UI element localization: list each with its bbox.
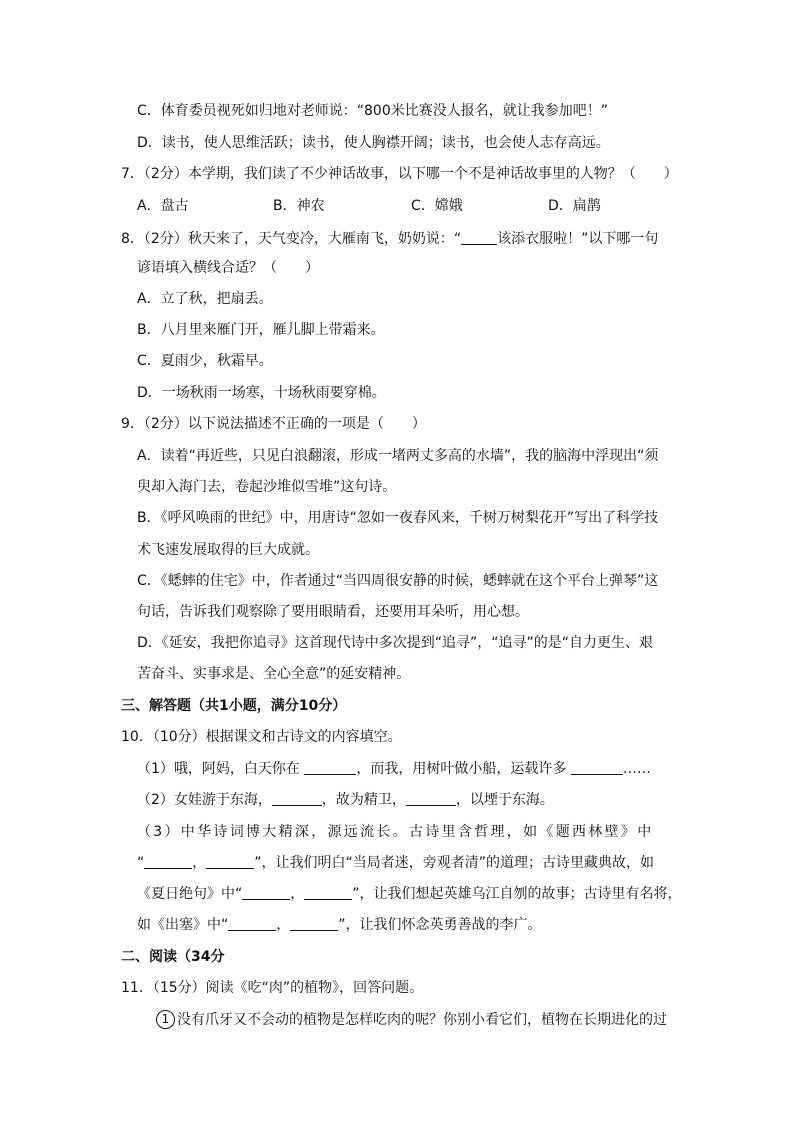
q10-part1 [137,759,651,779]
q10-part3-line3-c: ”，让我们想起英雄乌江自刎的故事；古诗里有名将， [352,886,682,902]
q8-stem-before: 8．（2分）秋天来了，天气变冷，大雁南飞，奶奶说：“ [121,231,462,247]
q7-option-c: C．嫦娥 [411,198,463,214]
q10-part3-blank-6 [290,915,338,931]
q10-part3-line2-a: “ [137,855,145,871]
q6-option-d: D．读书，使人思维活跃；读书，使人胸襟开阔；读书，也会使人志存高远。 [137,135,610,151]
q9-stem: 9．（2分）以下说法描述不正确的一项是（ ） [121,416,426,432]
q10-part3-line3-a: 《夏日绝句》中“ [137,886,243,902]
q9-option-d-line2: 苦奋斗、实事求是、全心全意”的延安精神。 [137,666,411,682]
q11-paragraph-1 [156,1010,667,1030]
q10-part1-text-a: （1）哦，阿妈，白天你在 [137,761,300,777]
q9-option-c-line1: C．《蟋蟀的住宅》中，作者通过“当四周很安静的时候，蟋蟀就在这个平台上弹琴”这 [137,573,659,589]
q10-part2-text-a: （2）女娃游于东海， [137,792,272,808]
q9-option-d-line1: D．《延安，我把你追寻》这首现代诗中多次提到“追寻”，“追寻”的是“自力更生、艰 [137,635,654,651]
q9-option-b-line1: B．《呼风唤雨的世纪》中，用唐诗“忽如一夜春风来，千树万树梨花开”写出了科学技 [137,510,659,526]
q9-option-c-line2: 句话，告诉我们观察除了要用眼睛看，还要用耳朵听，用心想。 [137,604,529,620]
q10-part3-line2 [137,853,654,873]
q8-option-d: D．一场秋雨一场寒，十场秋雨要穿棉。 [137,385,386,401]
q10-part3-line4-a: 如《出塞》中“ [137,917,229,933]
q10-part2-blank-1 [272,790,322,806]
q7-option-d: D．扁鹊 [548,198,601,214]
q11-paragraph-1-text: 没有爪牙又不会动的植物是怎样吃肉的呢？你别小看它们，植物在长期进化的过 [177,1012,667,1028]
q10-part2-blank-2 [406,790,456,806]
q10-part3-blank-5 [228,915,276,931]
q10-part3-blank-1 [144,853,192,869]
q11-stem: 11．（15分）阅读《吃“肉”的植物》，回答问题。 [121,980,424,996]
q10-part3-line4-c: ”，让我们怀念英勇善战的李广。 [338,917,542,933]
q8-blank [461,229,497,245]
q7-option-b: B．神农 [273,198,325,214]
q10-part2-text-c: ，以堙于东海。 [455,792,554,808]
q10-part2 [137,790,554,810]
q8-stem-line2: 谚语填入横线合适？（ ） [137,260,319,276]
q8-stem [121,229,658,249]
q10-part1-text-b: ，而我，用树叶做小船，运载许多 [356,761,567,777]
q8-stem-after: 该添衣服啦！”以下哪一句 [497,231,659,247]
q10-part3-line1: （3）中华诗词博大精深，源远流长。古诗里含哲理，如《题西林壁》中 [137,824,654,840]
q6-option-c: C．体育委员视死如归地对老师说：“800米比赛没人报名，就让我参加吧！” [137,103,609,119]
q9-option-b-line2: 术飞速发展取得的巨大成就。 [137,542,319,558]
q10-part3-line4 [137,915,542,935]
q9-option-a-line2: 臾却入海门去，卷起沙堆似雪堆”这句诗。 [137,479,397,495]
q7-stem: 7．（2分）本学期，我们读了不少神话故事，以下哪一个不是神话故事里的人物？（ ） [121,166,678,182]
q10-part3-blank-2 [206,853,254,869]
paragraph-number-badge: 1 [156,1010,175,1029]
q10-part3-line3-b: ， [290,886,305,902]
q10-part3-line3 [137,884,682,904]
q10-part1-blank-1 [304,759,356,775]
q10-part3-line2-c: ”，让我们明白“当局者迷，旁观者清”的道理；古诗里藏典故，如 [254,855,655,871]
q10-part3-line2-b: ， [192,855,207,871]
q10-part3-line4-b: ， [276,917,291,933]
q8-option-c: C．夏雨少，秋霜早。 [137,353,273,369]
q10-part3-blank-3 [242,884,290,900]
q10-part1-blank-2 [571,759,623,775]
q9-option-a-line1: A．读着“再近些，只见白浪翻滚，形成一堵两丈多高的水墙”，我的脑海中浮现出“须 [137,448,659,464]
section-3-heading: 三、解答题（共1小题，满分10分） [121,698,347,714]
q10-stem: 10．（10分）根据课文和古诗文的内容填空。 [121,729,402,745]
q10-part3-blank-4 [304,884,352,900]
q7-option-a: A．盘古 [137,198,189,214]
section-2-heading: 二、阅读（34分 [121,949,225,965]
q10-part2-text-b: ，故为精卫， [321,792,406,808]
q8-option-b: B．八月里来雁门开，雁儿脚上带霜来。 [137,322,385,338]
q10-part1-text-c: …… [622,761,651,777]
q8-option-a: A．立了秋，把扇丢。 [137,291,273,307]
